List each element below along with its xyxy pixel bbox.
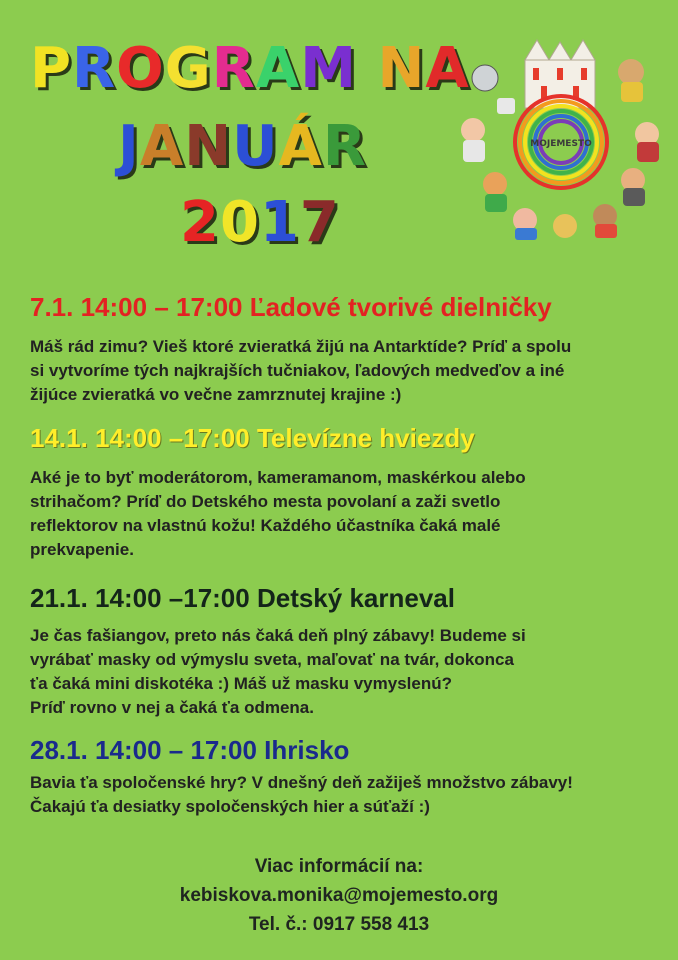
event-2-description [30,466,660,562]
title-letter: 0 [219,190,260,255]
title-letter: 1 [259,190,300,255]
title-letter [357,36,378,101]
event-3-line: vyrábať masky od výmyslu sveta, maľovať na tvár, dokonca [30,650,514,669]
title-letter: 2 [180,190,220,255]
logo-text: MOJEMESTO [530,139,592,149]
event-4-line: Čakajú ťa desiatky spoločenských hier a súťaží :) [30,797,430,816]
title-letter: G [164,36,212,101]
event-3-line: Je čas fašiangov, preto nás čaká deň plný zábavy! Budeme si [30,626,526,645]
contact-phone: Tel. č.: 0917 558 413 [248,914,430,935]
event-2-line: reflektorov na vlastnú kožu! Každého účastníka čaká malé [30,516,501,535]
event-2-line: strihačom? Príď do Detského mesta povolaní a zaži svetlo [30,492,501,511]
title-letter: A [139,114,185,179]
event-2-heading: 14.1. 14:00 –17:00 Televízne hviezdy [30,423,475,453]
event-1-heading: 7.1. 14:00 – 17:00 Ľadové tvorivé dielničky [30,292,552,322]
title-letter: N [184,114,233,179]
event-3-heading: 21.1. 14:00 –17:00 Detský karneval [30,583,455,613]
title-letter: N [377,36,426,101]
event-4-line: Bavia ťa spoločenské hry? V dnešný deň zažiješ množstvo zábavy! [30,773,573,792]
title-letter: M [300,36,357,101]
title-letter: J [118,114,140,179]
title-line-1 [30,36,470,101]
event-3-line: ťa čaká mini diskotéka :) Máš už masku vymyslenú? [30,674,452,693]
title-letter: A [425,36,470,101]
event-4-description [30,771,660,819]
contact-intro: Viac informácií na: [254,856,424,877]
title-letter: 7 [299,190,340,255]
event-3-line: Príď rovno v nej a čaká ťa odmena. [30,698,314,717]
event-1-line: si vytvoríme tých najkrajších tučniakov, ľadových medveďov a iné [30,361,565,380]
title-letter: R [72,36,117,101]
event-1-line: Máš rád zimu? Vieš ktoré zvieratká žijú na Antarktíde? Príď a spolu [30,337,572,356]
title-letter: P [30,36,73,101]
event-1-description [30,335,660,407]
title-letter: R [211,36,256,101]
event-4-heading: 28.1. 14:00 – 17:00 Ihrisko [30,735,350,765]
contact-info [0,852,678,939]
mojemesto-logo [455,38,667,243]
title-letter: Á [278,114,323,179]
title-letter: A [255,36,301,101]
title-line-3 [180,190,340,255]
title-letter: R [322,114,368,179]
event-3-description [30,624,660,720]
event-2-line: prekvapenie. [30,540,134,559]
title-line-2 [118,114,367,179]
title-letter: O [116,36,165,101]
title-letter: U [232,114,279,179]
contact-email[interactable]: kebiskova.monika@mojemesto.org [179,885,499,906]
event-1-line: žijúce zvieratká vo večne zamrznutej krajine :) [30,385,402,404]
event-2-line: Aké je to byť moderátorom, kameramanom, maskérkou alebo [30,468,526,487]
